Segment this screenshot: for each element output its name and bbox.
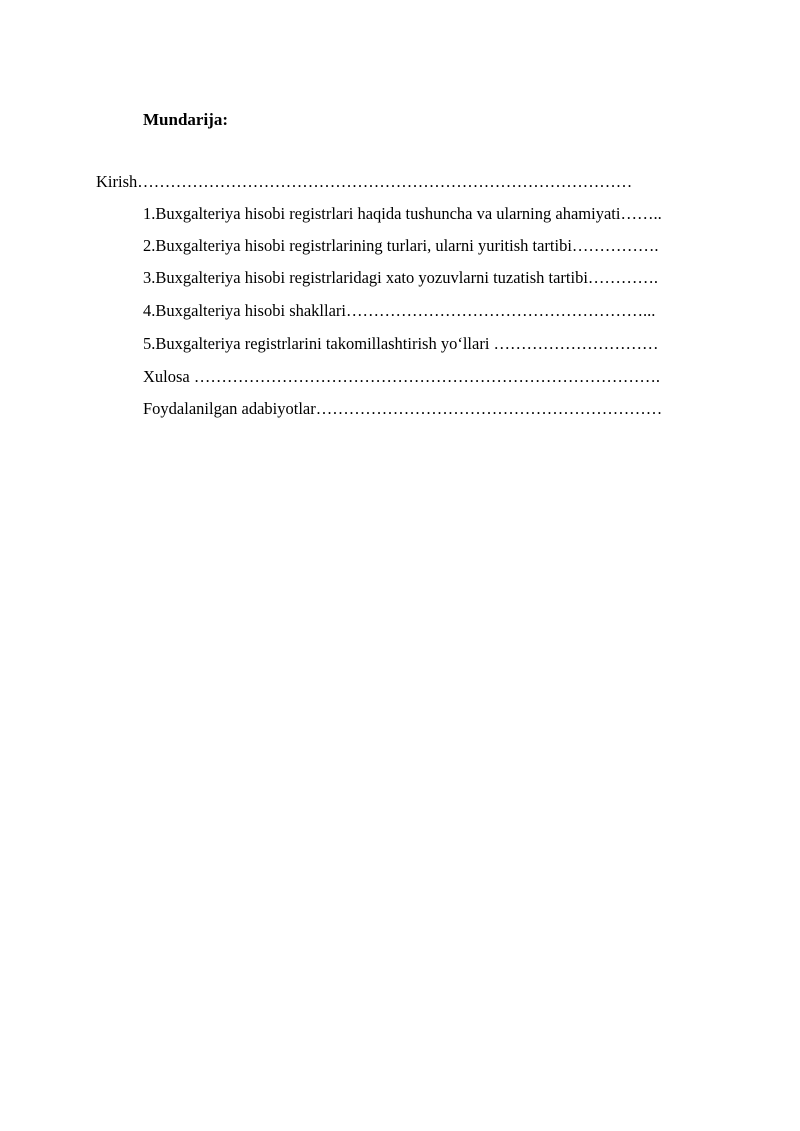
- toc-entry-references: Foydalanilgan adabiyotlar………………………………………………………: [143, 399, 663, 418]
- toc-heading: Mundarija:: [143, 110, 228, 129]
- toc-entry-conclusion: Xulosa ………………………………………………………………………….: [143, 367, 660, 386]
- toc-entry-chapter-3: 3.Buxgalteriya hisobi registrlaridagi xato yozuvlarni tuzatish tartibi………….: [143, 268, 659, 287]
- toc-entry-chapter-5: 5.Buxgalteriya registrlarini takomillashtirish yo‘llari …………………………: [143, 334, 659, 353]
- toc-entry-chapter-1: 1.Buxgalteriya hisobi registrlari haqida tushuncha va ularning ahamiyati……..: [143, 204, 662, 223]
- toc-entry-chapter-4: 4.Buxgalteriya hisobi shakllari………………………………………………...: [143, 301, 656, 320]
- toc-entry-introduction: Kirish………………………………………………………………………………: [96, 172, 633, 191]
- toc-entry-chapter-2: 2.Buxgalteriya hisobi registrlarining turlari, ularni yuritish tartibi…………….: [143, 236, 659, 255]
